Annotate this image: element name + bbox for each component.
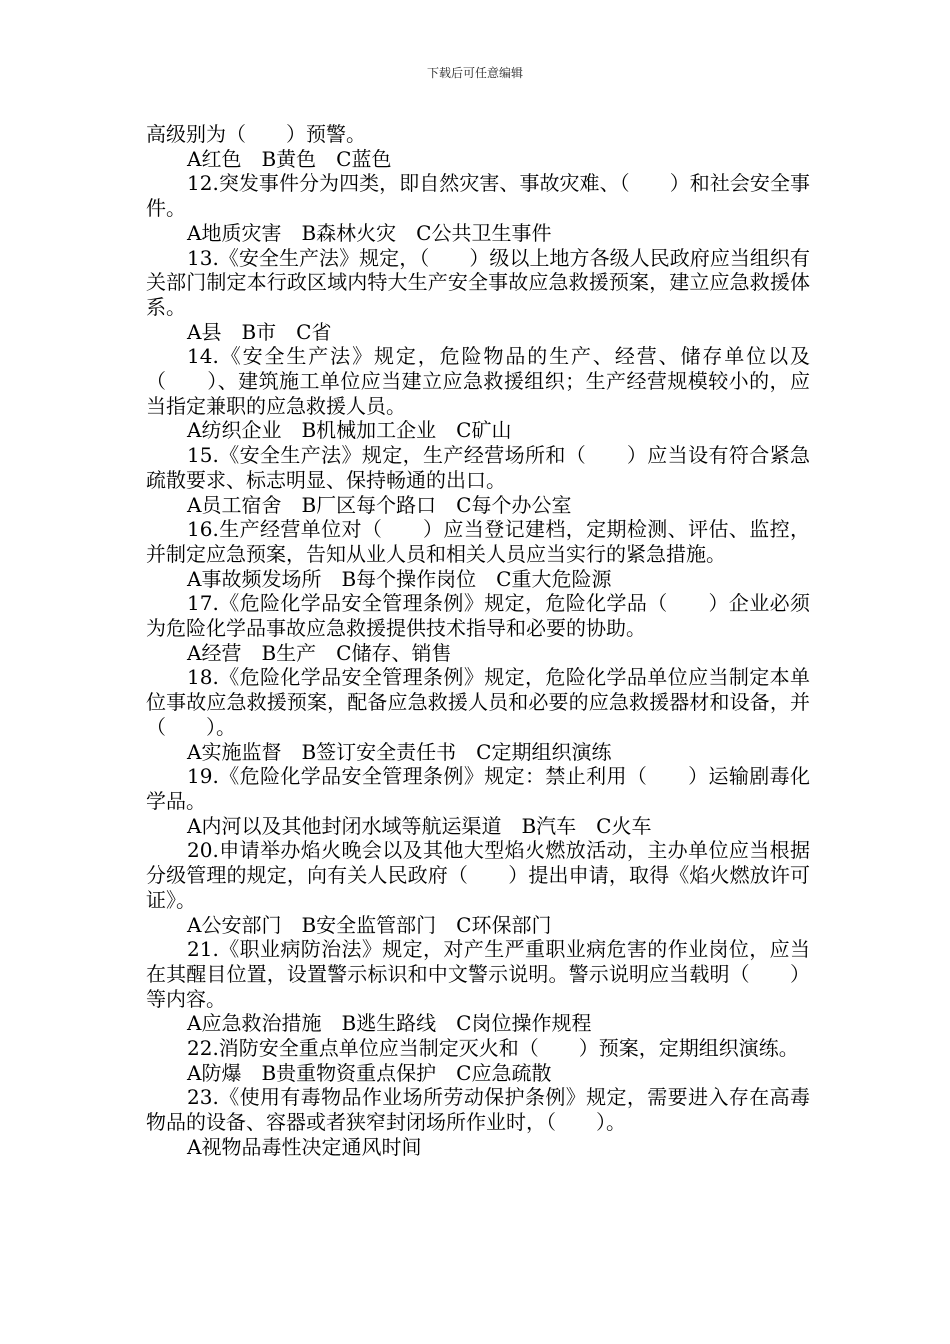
paragraph: 15.《安全生产法》规定，生产经营场所和（ ）应当设有符合紧急疏散要求、标志明显、保持畅通的出口。 bbox=[146, 443, 810, 492]
paragraph: 14.《安全生产法》规定，危险物品的生产、经营、储存单位以及（ ）、建筑施工单位应当建立应急救援组织；生产经营规模较小的，应当指定兼职的应急救援人员。 bbox=[146, 344, 810, 418]
paragraph: 12.突发事件分为四类，即自然灾害、事故灾难、（ ）和社会安全事件。 bbox=[146, 171, 810, 221]
paragraph: 22.消防安全重点单位应当制定灭火和（ ）预案，定期组织演练。 bbox=[187, 1036, 799, 1061]
paragraph: A员工宿舍 B厂区每个路口 C每个办公室 bbox=[187, 492, 572, 517]
paragraph: A实施监督 B签订安全责任书 C定期组织演练 bbox=[187, 739, 612, 764]
paragraph: 21.《职业病防治法》规定，对产生严重职业病危害的作业岗位，应当在其醒目位置，设置警示标识和中文警示说明。警示说明应当载明（ ）等内容。 bbox=[146, 937, 810, 1011]
paragraph: A内河以及其他封闭水域等航运渠道 B汽车 C火车 bbox=[187, 813, 652, 838]
paragraph: A公安部门 B安全监管部门 C环保部门 bbox=[187, 912, 552, 937]
page-header: 下载后可任意编辑 bbox=[426, 66, 523, 80]
paragraph: A视物品毒性决定通风时间 bbox=[187, 1134, 422, 1159]
paragraph: A纺织企业 B机械加工企业 C矿山 bbox=[187, 418, 512, 443]
paragraph: A地质灾害 B森林火灾 C公共卫生事件 bbox=[187, 220, 552, 245]
paragraph: A事故频发场所 B每个操作岗位 C重大危险源 bbox=[187, 566, 612, 591]
paragraph: 高级别为（ ）预警。 bbox=[146, 122, 366, 146]
paragraph: 18.《危险化学品安全管理条例》规定，危险化学品单位应当制定本单位事故应急救援预案，配备应急救援人员和必要的应急救援器材和设备，并（ ）。 bbox=[146, 665, 810, 739]
paragraph: 19.《危险化学品安全管理条例》规定：禁止利用（ ）运输剧毒化学品。 bbox=[146, 764, 810, 813]
paragraph: 16.生产经营单位对（ ）应当登记建档，定期检测、评估、监控，并制定应急预案，告知从业人员和相关人员应当实行的紧急措施。 bbox=[146, 517, 810, 566]
document-body bbox=[146, 122, 810, 1160]
paragraph: A县 B市 C省 bbox=[187, 319, 332, 344]
paragraph: 13.《安全生产法》规定，（ ）级以上地方各级人民政府应当组织有关部门制定本行政区域内特大生产安全事故应急救援预案，建立应急救援体系。 bbox=[146, 245, 810, 319]
paragraph: A经营 B生产 C储存、销售 bbox=[187, 640, 452, 665]
paragraph: A防爆 B贵重物资重点保护 C应急疏散 bbox=[187, 1060, 552, 1085]
paragraph: 23.《使用有毒物品作业场所劳动保护条例》规定，需要进入存在高毒物品的设备、容器或者狭窄封闭场所作业时，（ ）。 bbox=[146, 1085, 810, 1135]
paragraph: A应急救治措施 B逃生路线 C岗位操作规程 bbox=[187, 1011, 592, 1036]
paragraph: 17.《危险化学品安全管理条例》规定，危险化学品（ ）企业必须为危险化学品事故应急救援提供技术指导和必要的协助。 bbox=[146, 591, 810, 641]
paragraph: A红色 B黄色 C蓝色 bbox=[187, 146, 392, 171]
paragraph: 20.申请举办焰火晚会以及其他大型焰火燃放活动，主办单位应当根据分级管理的规定，向有关人民政府（ ）提出申请，取得《焰火燃放许可证》。 bbox=[146, 838, 810, 912]
